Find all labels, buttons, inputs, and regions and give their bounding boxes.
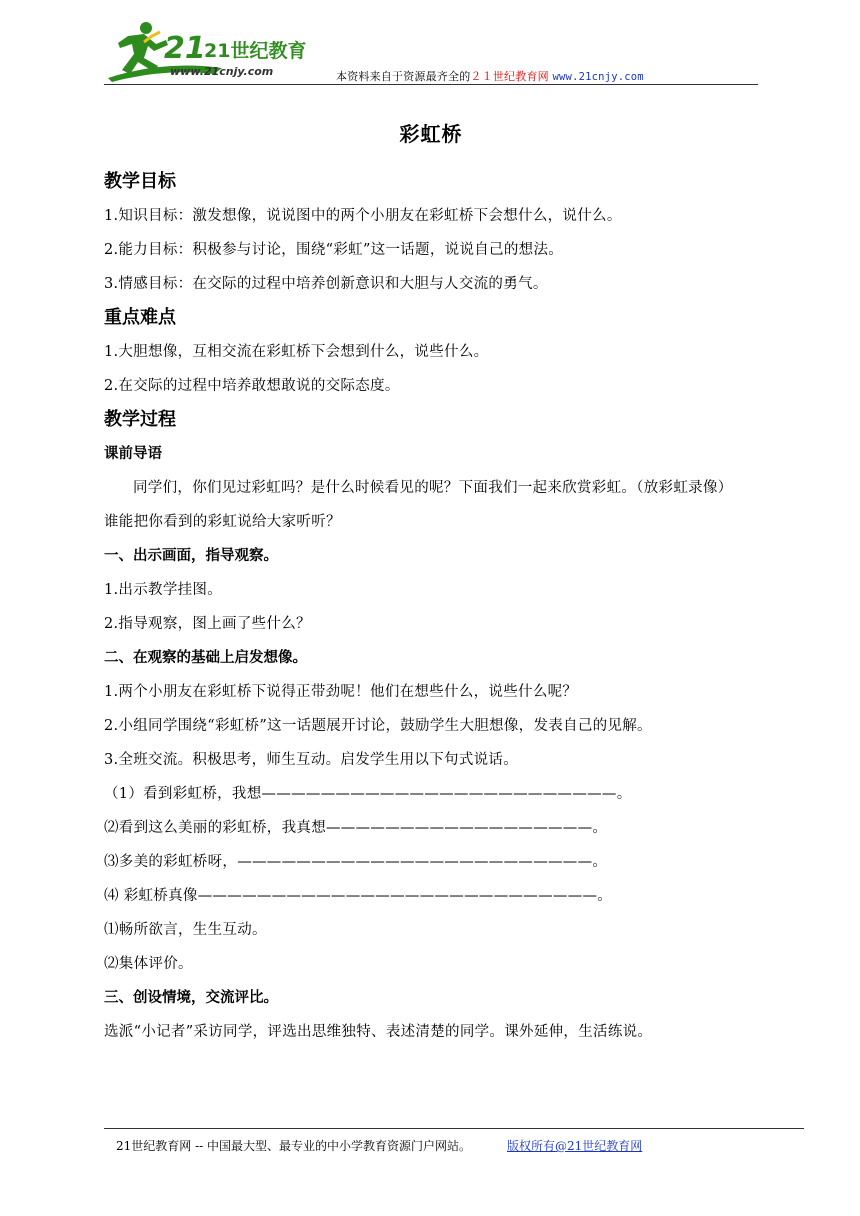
goal-item: 3.情感目标：在交际的过程中培养创新意识和大胆与人交流的勇气。 (104, 276, 548, 292)
section3-heading: 三、创设情境，交流评比。 (104, 990, 278, 1006)
intro-paragraph: 同学们，你们见过彩虹吗？是什么时候看见的呢？下面我们一起来欣赏彩虹。（放彩虹录像） (133, 480, 733, 496)
footer-copyright-link[interactable]: 版权所有@21世纪教育网 (507, 1139, 643, 1153)
site-logo[interactable] (104, 18, 309, 84)
sentence-pattern: （1）看到彩虹桥，我想————————————————————————。 (104, 786, 632, 802)
page-header (104, 18, 758, 86)
header-divider (104, 84, 758, 85)
section2-item: 3.全班交流。积极思考，师生互动。启发学生用以下句式说话。 (104, 752, 519, 768)
section2-item: 2.小组同学围绕“彩虹桥”这一话题展开讨论，鼓励学生大胆想像，发表自己的见解。 (104, 718, 652, 734)
document-title: 彩虹桥 (399, 122, 463, 146)
source-note-prefix: 本资料来自于资源最齐全的 (336, 70, 471, 83)
key-points-heading: 重点难点 (104, 307, 176, 328)
page-footer (116, 1137, 642, 1154)
key-point-item: 1.大胆想像，互相交流在彩虹桥下会想到什么，说些什么。 (104, 344, 489, 360)
logo-text: 21世纪教育 (204, 40, 307, 62)
footer-text: 21世纪教育网 -- 中国最大型、最专业的中小学教育资源门户网站。 (116, 1139, 472, 1153)
section1-heading: 一、出示画面，指导观察。 (104, 548, 278, 564)
activity-item: ⑵集体评价。 (104, 956, 193, 972)
source-note-url[interactable]: www.21cnjy.com (552, 71, 644, 83)
process-heading: 教学过程 (104, 409, 176, 430)
sentence-pattern: ⑷ 彩虹桥真像———————————————————————————。 (104, 888, 613, 904)
activity-item: ⑴畅所欲言，生生互动。 (104, 922, 267, 938)
section1-item: 2.指导观察，图上画了些什么？ (104, 616, 311, 632)
goals-heading: 教学目标 (104, 171, 176, 192)
sentence-pattern: ⑵看到这么美丽的彩虹桥，我真想——————————————————。 (104, 820, 608, 836)
section2-item: 1.两个小朋友在彩虹桥下说得正带劲呢！他们在想些什么，说些什么呢？ (104, 684, 578, 700)
footer-divider (104, 1128, 804, 1129)
goal-item: 1.知识目标：激发想像，说说图中的两个小朋友在彩虹桥下会想什么，说什么。 (104, 208, 622, 224)
source-note (336, 68, 758, 84)
sentence-pattern: ⑶多美的彩虹桥呀，————————————————————————。 (104, 854, 608, 870)
goal-item: 2.能力目标：积极参与讨论，围绕“彩虹”这一话题，说说自己的想法。 (104, 242, 564, 258)
intro-question: 谁能把你看到的彩虹说给大家听听？ (104, 514, 341, 530)
runner-logo-icon (104, 18, 309, 84)
section1-item: 1.出示教学挂图。 (104, 582, 223, 598)
key-point-item: 2.在交际的过程中培养敢想敢说的交际态度。 (104, 378, 400, 394)
source-note-site[interactable]: ２１世纪教育网 (470, 70, 549, 83)
logo-url: www.21cnjy.com (170, 65, 274, 78)
svg-text:21: 21 (164, 31, 206, 66)
section3-text: 选派“小记者”采访同学，评选出思维独特、表述清楚的同学。课外延伸，生活练说。 (104, 1024, 653, 1040)
document-body (104, 118, 758, 1049)
intro-heading: 课前导语 (104, 446, 162, 462)
section2-heading: 二、在观察的基础上启发想像。 (104, 650, 307, 666)
